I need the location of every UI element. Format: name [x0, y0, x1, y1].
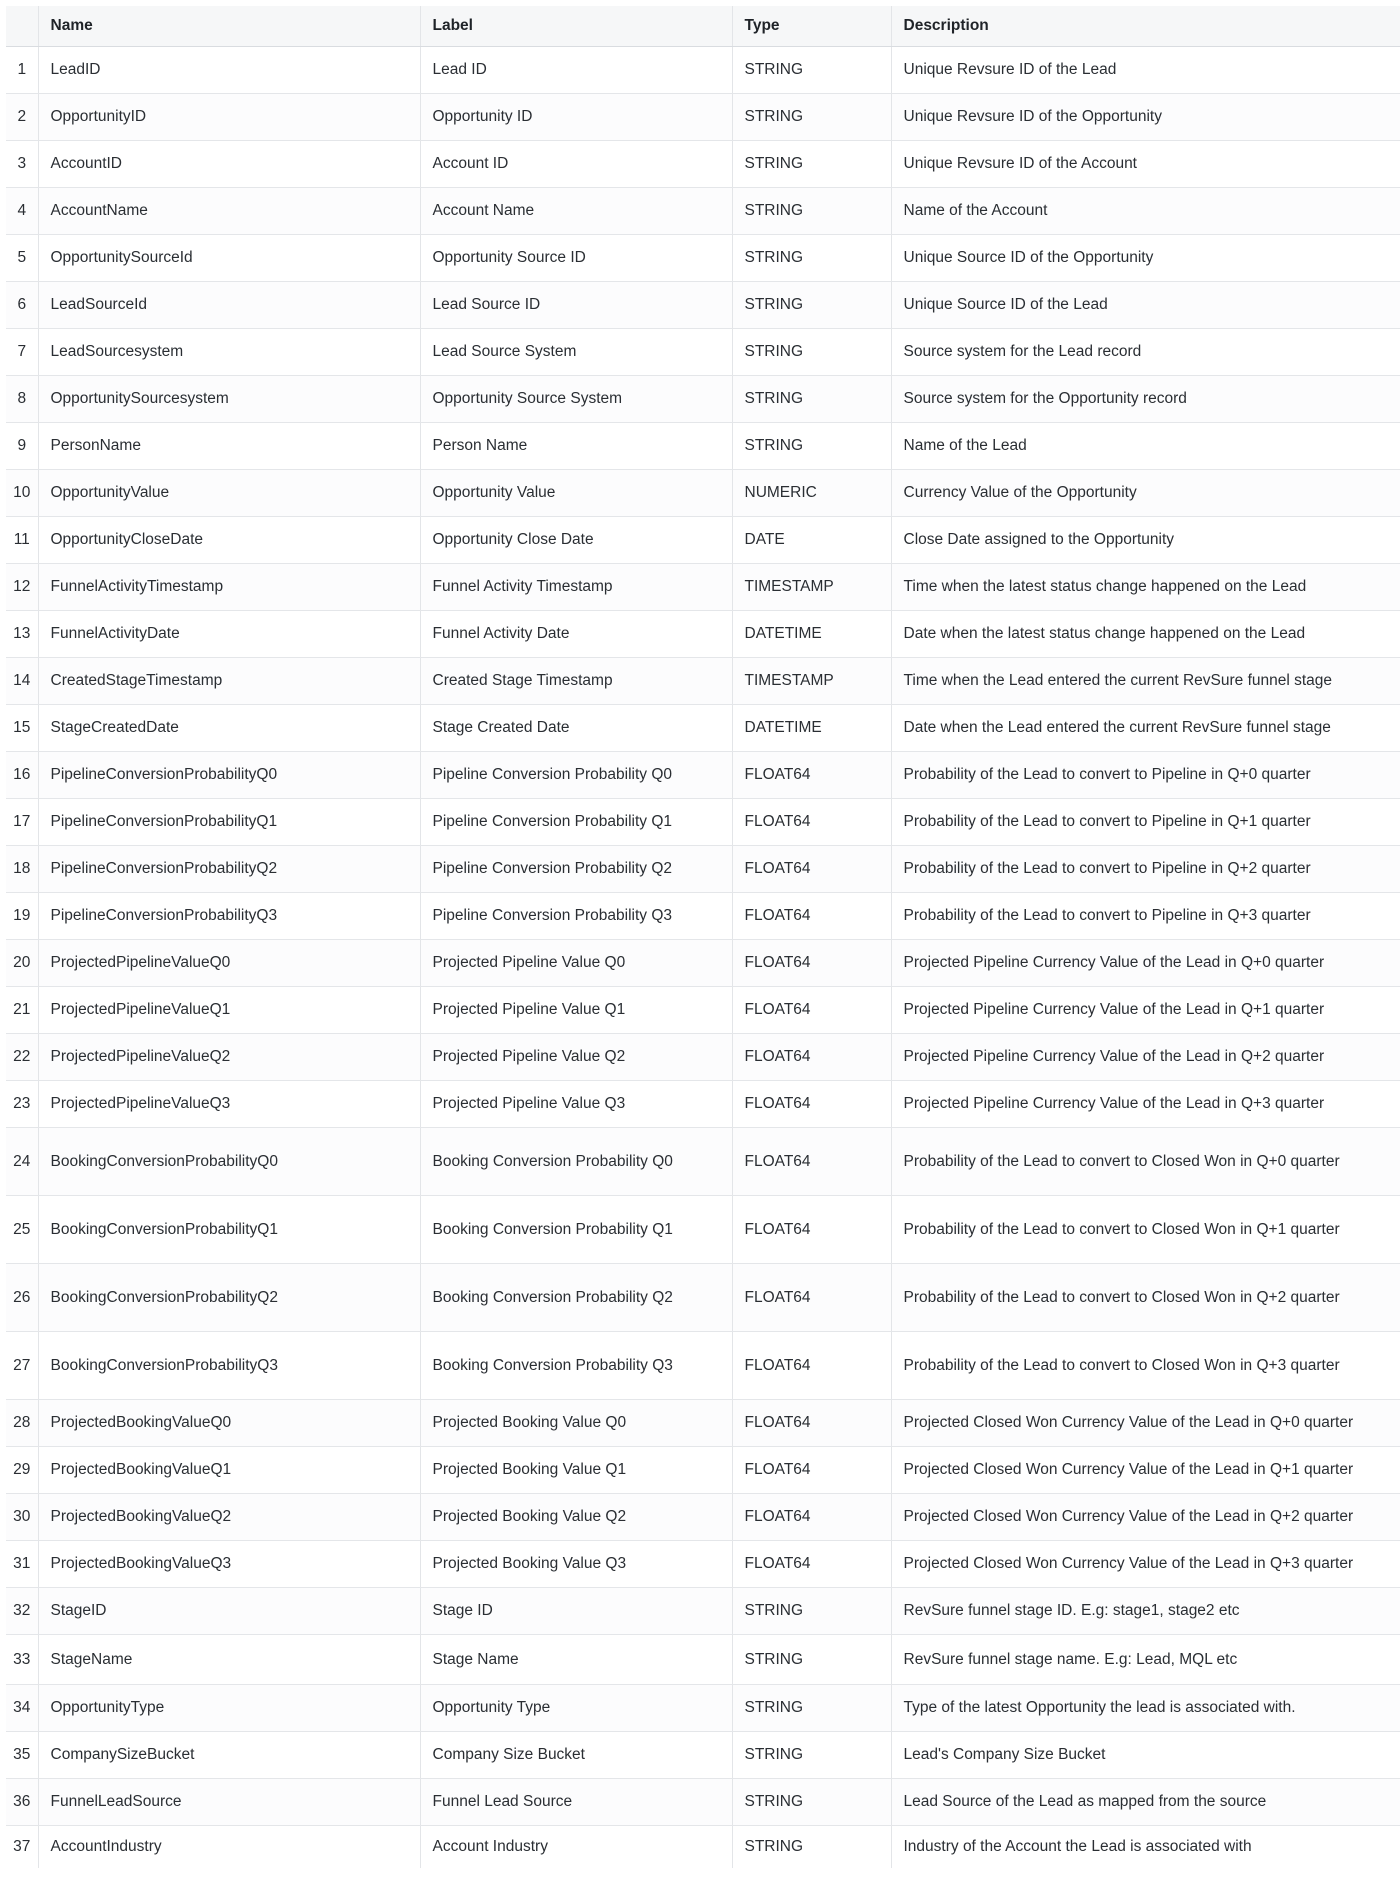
cell-index: 8 — [6, 376, 38, 423]
cell-name: BookingConversionProbabilityQ0 — [38, 1128, 420, 1196]
cell-index: 14 — [6, 658, 38, 705]
table-row[interactable] — [6, 470, 1400, 517]
cell-type: FLOAT64 — [732, 1447, 891, 1494]
table-row[interactable] — [6, 94, 1400, 141]
cell-name: OpportunitySourcesystem — [38, 376, 420, 423]
cell-label: Projected Booking Value Q0 — [420, 1400, 732, 1447]
table-row[interactable] — [6, 893, 1400, 940]
cell-index: 9 — [6, 423, 38, 470]
table-row[interactable] — [6, 329, 1400, 376]
cell-label: Person Name — [420, 423, 732, 470]
cell-label: Company Size Bucket — [420, 1732, 732, 1779]
cell-label: Projected Pipeline Value Q3 — [420, 1081, 732, 1128]
cell-name: OpportunityValue — [38, 470, 420, 517]
table-row[interactable] — [6, 235, 1400, 282]
cell-name: ProjectedPipelineValueQ0 — [38, 940, 420, 987]
cell-type: FLOAT64 — [732, 1400, 891, 1447]
header-label[interactable]: Label — [420, 6, 732, 47]
cell-description: Projected Pipeline Currency Value of the Lead in Q+0 quarter — [891, 940, 1400, 987]
cell-description: Projected Closed Won Currency Value of the Lead in Q+1 quarter — [891, 1447, 1400, 1494]
cell-name: OpportunityCloseDate — [38, 517, 420, 564]
cell-type: STRING — [732, 1635, 891, 1685]
cell-description: Date when the latest status change happened on the Lead — [891, 611, 1400, 658]
cell-name: LeadSourcesystem — [38, 329, 420, 376]
cell-label: Pipeline Conversion Probability Q1 — [420, 799, 732, 846]
cell-description: Probability of the Lead to convert to Pipeline in Q+2 quarter — [891, 846, 1400, 893]
cell-name: ProjectedBookingValueQ3 — [38, 1541, 420, 1588]
cell-description: Name of the Account — [891, 188, 1400, 235]
cell-type: FLOAT64 — [732, 799, 891, 846]
schema-table-container — [6, 6, 1400, 1868]
table-row[interactable] — [6, 799, 1400, 846]
cell-label: Account ID — [420, 141, 732, 188]
cell-description: Type of the latest Opportunity the lead is associated with. — [891, 1685, 1400, 1732]
cell-type: FLOAT64 — [732, 1264, 891, 1332]
cell-name: PersonName — [38, 423, 420, 470]
cell-index: 16 — [6, 752, 38, 799]
cell-label: Stage Created Date — [420, 705, 732, 752]
cell-description: Projected Pipeline Currency Value of the Lead in Q+3 quarter — [891, 1081, 1400, 1128]
cell-description: Unique Revsure ID of the Lead — [891, 47, 1400, 94]
cell-description: Unique Revsure ID of the Opportunity — [891, 94, 1400, 141]
cell-label: Pipeline Conversion Probability Q2 — [420, 846, 732, 893]
table-row[interactable] — [6, 1400, 1400, 1447]
cell-type: FLOAT64 — [732, 1034, 891, 1081]
table-row[interactable] — [6, 141, 1400, 188]
cell-type: STRING — [732, 423, 891, 470]
cell-index: 2 — [6, 94, 38, 141]
cell-index: 10 — [6, 470, 38, 517]
cell-type: STRING — [732, 1779, 891, 1826]
cell-name: PipelineConversionProbabilityQ1 — [38, 799, 420, 846]
cell-type: STRING — [732, 47, 891, 94]
table-row[interactable] — [6, 1779, 1400, 1826]
cell-name: OpportunityType — [38, 1685, 420, 1732]
cell-index: 36 — [6, 1779, 38, 1826]
cell-type: STRING — [732, 1732, 891, 1779]
cell-description: Projected Closed Won Currency Value of the Lead in Q+2 quarter — [891, 1494, 1400, 1541]
cell-type: FLOAT64 — [732, 1196, 891, 1264]
cell-name: AccountID — [38, 141, 420, 188]
cell-type: STRING — [732, 1685, 891, 1732]
table-row[interactable] — [6, 658, 1400, 705]
cell-name: ProjectedBookingValueQ0 — [38, 1400, 420, 1447]
cell-name: PipelineConversionProbabilityQ2 — [38, 846, 420, 893]
cell-type: STRING — [732, 376, 891, 423]
cell-index: 18 — [6, 846, 38, 893]
cell-label: Opportunity Source ID — [420, 235, 732, 282]
table-row[interactable] — [6, 564, 1400, 611]
cell-description: Probability of the Lead to convert to Closed Won in Q+1 quarter — [891, 1196, 1400, 1264]
cell-type: FLOAT64 — [732, 846, 891, 893]
cell-index: 26 — [6, 1264, 38, 1332]
table-row[interactable] — [6, 1332, 1400, 1400]
cell-name: StageCreatedDate — [38, 705, 420, 752]
cell-type: STRING — [732, 282, 891, 329]
cell-name: AccountName — [38, 188, 420, 235]
table-body — [6, 47, 1400, 1869]
cell-type: FLOAT64 — [732, 987, 891, 1034]
cell-name: PipelineConversionProbabilityQ0 — [38, 752, 420, 799]
cell-index: 21 — [6, 987, 38, 1034]
cell-type: FLOAT64 — [732, 752, 891, 799]
cell-name: ProjectedBookingValueQ2 — [38, 1494, 420, 1541]
cell-label: Lead ID — [420, 47, 732, 94]
cell-description: Industry of the Account the Lead is associated with — [903, 1838, 1252, 1855]
cell-name: BookingConversionProbabilityQ1 — [38, 1196, 420, 1264]
cell-label: Account Name — [420, 188, 732, 235]
cell-label: Booking Conversion Probability Q2 — [420, 1264, 732, 1332]
cell-label: Booking Conversion Probability Q3 — [420, 1332, 732, 1400]
table-row[interactable] — [6, 752, 1400, 799]
cell-name: LeadID — [38, 47, 420, 94]
cell-index: 20 — [6, 940, 38, 987]
header-type[interactable]: Type — [732, 6, 891, 47]
cell-label: Lead Source System — [420, 329, 732, 376]
cell-label: Projected Pipeline Value Q0 — [420, 940, 732, 987]
cell-name: FunnelLeadSource — [38, 1779, 420, 1826]
cell-name: FunnelActivityTimestamp — [38, 564, 420, 611]
table-row[interactable] — [6, 1685, 1400, 1732]
cell-index: 11 — [6, 517, 38, 564]
table-row[interactable] — [6, 1196, 1400, 1264]
cell-index: 5 — [6, 235, 38, 282]
cell-label: Projected Pipeline Value Q1 — [420, 987, 732, 1034]
cell-label: Created Stage Timestamp — [420, 658, 732, 705]
cell-index: 24 — [6, 1128, 38, 1196]
cell-type: NUMERIC — [732, 470, 891, 517]
table-row[interactable] — [6, 1541, 1400, 1588]
cell-name: ProjectedPipelineValueQ1 — [38, 987, 420, 1034]
cell-label: Projected Booking Value Q1 — [420, 1447, 732, 1494]
cell-label: Stage ID — [420, 1588, 732, 1635]
cell-description: Lead Source of the Lead as mapped from the source — [891, 1779, 1400, 1826]
cell-index: 34 — [6, 1685, 38, 1732]
cell-type: DATE — [732, 517, 891, 564]
table-row[interactable] — [6, 987, 1400, 1034]
table-row[interactable] — [6, 188, 1400, 235]
cell-index: 17 — [6, 799, 38, 846]
header-index — [6, 6, 38, 47]
table-header — [6, 6, 1400, 47]
cell-description: Probability of the Lead to convert to Pipeline in Q+1 quarter — [891, 799, 1400, 846]
cell-label: Funnel Lead Source — [420, 1779, 732, 1826]
cell-index: 31 — [6, 1541, 38, 1588]
cell-description: Projected Pipeline Currency Value of the Lead in Q+2 quarter — [891, 1034, 1400, 1081]
cell-type: DATETIME — [732, 705, 891, 752]
cell-index: 25 — [6, 1196, 38, 1264]
cell-index: 28 — [6, 1400, 38, 1447]
cell-description: Name of the Lead — [891, 423, 1400, 470]
cell-description: RevSure funnel stage name. E.g: Lead, MQL etc — [891, 1635, 1400, 1685]
cell-label: Opportunity Value — [420, 470, 732, 517]
cell-name: ProjectedPipelineValueQ3 — [38, 1081, 420, 1128]
cell-index: 22 — [6, 1034, 38, 1081]
cell-description: Unique Revsure ID of the Account — [891, 141, 1400, 188]
cell-label: Booking Conversion Probability Q0 — [420, 1128, 732, 1196]
cell-name: ProjectedBookingValueQ1 — [38, 1447, 420, 1494]
cell-type: FLOAT64 — [732, 940, 891, 987]
header-row — [6, 6, 1400, 47]
cell-type: DATETIME — [732, 611, 891, 658]
cell-name: OpportunityID — [38, 94, 420, 141]
cell-label: Projected Booking Value Q2 — [420, 1494, 732, 1541]
table-row[interactable] — [6, 376, 1400, 423]
cell-description: Source system for the Opportunity record — [891, 376, 1400, 423]
cell-description: Projected Closed Won Currency Value of the Lead in Q+0 quarter — [891, 1400, 1400, 1447]
cell-name: CreatedStageTimestamp — [38, 658, 420, 705]
header-name[interactable]: Name — [38, 6, 420, 47]
cell-description: Projected Pipeline Currency Value of the Lead in Q+1 quarter — [891, 987, 1400, 1034]
header-description[interactable]: Description — [891, 6, 1400, 47]
table-row[interactable] — [6, 940, 1400, 987]
cell-type: FLOAT64 — [732, 1128, 891, 1196]
cell-name: PipelineConversionProbabilityQ3 — [38, 893, 420, 940]
table-row[interactable] — [6, 47, 1400, 94]
cell-label: Pipeline Conversion Probability Q0 — [420, 752, 732, 799]
cell-label: Opportunity Type — [420, 1685, 732, 1732]
cell-label: Stage Name — [420, 1635, 732, 1685]
cell-index: 4 — [6, 188, 38, 235]
cell-type: STRING — [732, 1588, 891, 1635]
table-row[interactable] — [6, 1081, 1400, 1128]
cell-description: Lead's Company Size Bucket — [891, 1732, 1400, 1779]
cell-label: Booking Conversion Probability Q1 — [420, 1196, 732, 1264]
cell-name: AccountIndustry — [38, 1826, 420, 1869]
cell-type: STRING — [732, 1826, 891, 1869]
cell-index: 7 — [6, 329, 38, 376]
cell-type: STRING — [732, 329, 891, 376]
cell-description: Close Date assigned to the Opportunity — [891, 517, 1400, 564]
cell-description: RevSure funnel stage ID. E.g: stage1, stage2 etc — [891, 1588, 1400, 1635]
cell-description: Probability of the Lead to convert to Closed Won in Q+2 quarter — [891, 1264, 1400, 1332]
cell-label: Projected Booking Value Q3 — [420, 1541, 732, 1588]
cell-description: Source system for the Lead record — [891, 329, 1400, 376]
cell-name: ProjectedPipelineValueQ2 — [38, 1034, 420, 1081]
cell-type: STRING — [732, 188, 891, 235]
table-row[interactable] — [6, 423, 1400, 470]
cell-index: 19 — [6, 893, 38, 940]
cell-index: 6 — [6, 282, 38, 329]
cell-name: OpportunitySourceId — [38, 235, 420, 282]
cell-description: Projected Closed Won Currency Value of the Lead in Q+3 quarter — [891, 1541, 1400, 1588]
table-row[interactable] — [6, 1264, 1400, 1332]
schema-table — [6, 6, 1400, 1868]
cell-type: TIMESTAMP — [732, 658, 891, 705]
cell-type: FLOAT64 — [732, 1541, 891, 1588]
table-row[interactable] — [6, 1588, 1400, 1635]
table-row[interactable] — [6, 611, 1400, 658]
cell-name: CompanySizeBucket — [38, 1732, 420, 1779]
cell-index: 15 — [6, 705, 38, 752]
cell-index: 1 — [6, 47, 38, 94]
cell-label: Account Industry — [420, 1826, 732, 1869]
cell-name: FunnelActivityDate — [38, 611, 420, 658]
cell-name: LeadSourceId — [38, 282, 420, 329]
cell-label: Projected Pipeline Value Q2 — [420, 1034, 732, 1081]
table-row[interactable] — [6, 517, 1400, 564]
cell-name: BookingConversionProbabilityQ3 — [38, 1332, 420, 1400]
cell-name: StageName — [38, 1635, 420, 1685]
cell-label: Opportunity Close Date — [420, 517, 732, 564]
cell-description: Probability of the Lead to convert to Pipeline in Q+3 quarter — [891, 893, 1400, 940]
cell-type: STRING — [732, 235, 891, 282]
cell-label: Opportunity ID — [420, 94, 732, 141]
cell-description: Probability of the Lead to convert to Closed Won in Q+3 quarter — [891, 1332, 1400, 1400]
cell-index: 30 — [6, 1494, 38, 1541]
cell-description: Time when the Lead entered the current RevSure funnel stage — [891, 658, 1400, 705]
cell-description: Currency Value of the Opportunity — [891, 470, 1400, 517]
cell-type: FLOAT64 — [732, 893, 891, 940]
cell-type: FLOAT64 — [732, 1332, 891, 1400]
table-row[interactable] — [6, 1494, 1400, 1541]
cell-name: StageID — [38, 1588, 420, 1635]
table-row[interactable] — [6, 846, 1400, 893]
table-row[interactable] — [6, 1732, 1400, 1779]
table-row[interactable] — [6, 282, 1400, 329]
cell-type: TIMESTAMP — [732, 564, 891, 611]
cell-index: 23 — [6, 1081, 38, 1128]
cell-description: Time when the latest status change happened on the Lead — [891, 564, 1400, 611]
cell-description: Probability of the Lead to convert to Closed Won in Q+0 quarter — [891, 1128, 1400, 1196]
table-row[interactable] — [6, 1635, 1400, 1685]
cell-type: STRING — [732, 141, 891, 188]
cell-index: 12 — [6, 564, 38, 611]
table-row[interactable] — [6, 705, 1400, 752]
cell-index: 29 — [6, 1447, 38, 1494]
cell-type: FLOAT64 — [732, 1494, 891, 1541]
table-row[interactable] — [6, 1826, 1400, 1869]
table-row[interactable] — [6, 1034, 1400, 1081]
cell-description: Date when the Lead entered the current RevSure funnel stage — [891, 705, 1400, 752]
cell-label: Opportunity Source System — [420, 376, 732, 423]
cell-label: Funnel Activity Timestamp — [420, 564, 732, 611]
cell-description: Unique Source ID of the Lead — [891, 282, 1400, 329]
cell-type: STRING — [732, 94, 891, 141]
cell-label: Pipeline Conversion Probability Q3 — [420, 893, 732, 940]
cell-index: 35 — [6, 1732, 38, 1779]
cell-description: Unique Source ID of the Opportunity — [891, 235, 1400, 282]
cell-index: 33 — [6, 1635, 38, 1685]
cell-index: 27 — [6, 1332, 38, 1400]
cell-index: 37 — [6, 1826, 38, 1869]
table-row[interactable] — [6, 1128, 1400, 1196]
table-row[interactable] — [6, 1447, 1400, 1494]
cell-label: Lead Source ID — [420, 282, 732, 329]
cell-name: BookingConversionProbabilityQ2 — [38, 1264, 420, 1332]
cell-index: 13 — [6, 611, 38, 658]
cell-description: Probability of the Lead to convert to Pipeline in Q+0 quarter — [891, 752, 1400, 799]
cell-label: Funnel Activity Date — [420, 611, 732, 658]
cell-type: FLOAT64 — [732, 1081, 891, 1128]
cell-index: 32 — [6, 1588, 38, 1635]
cell-index: 3 — [6, 141, 38, 188]
